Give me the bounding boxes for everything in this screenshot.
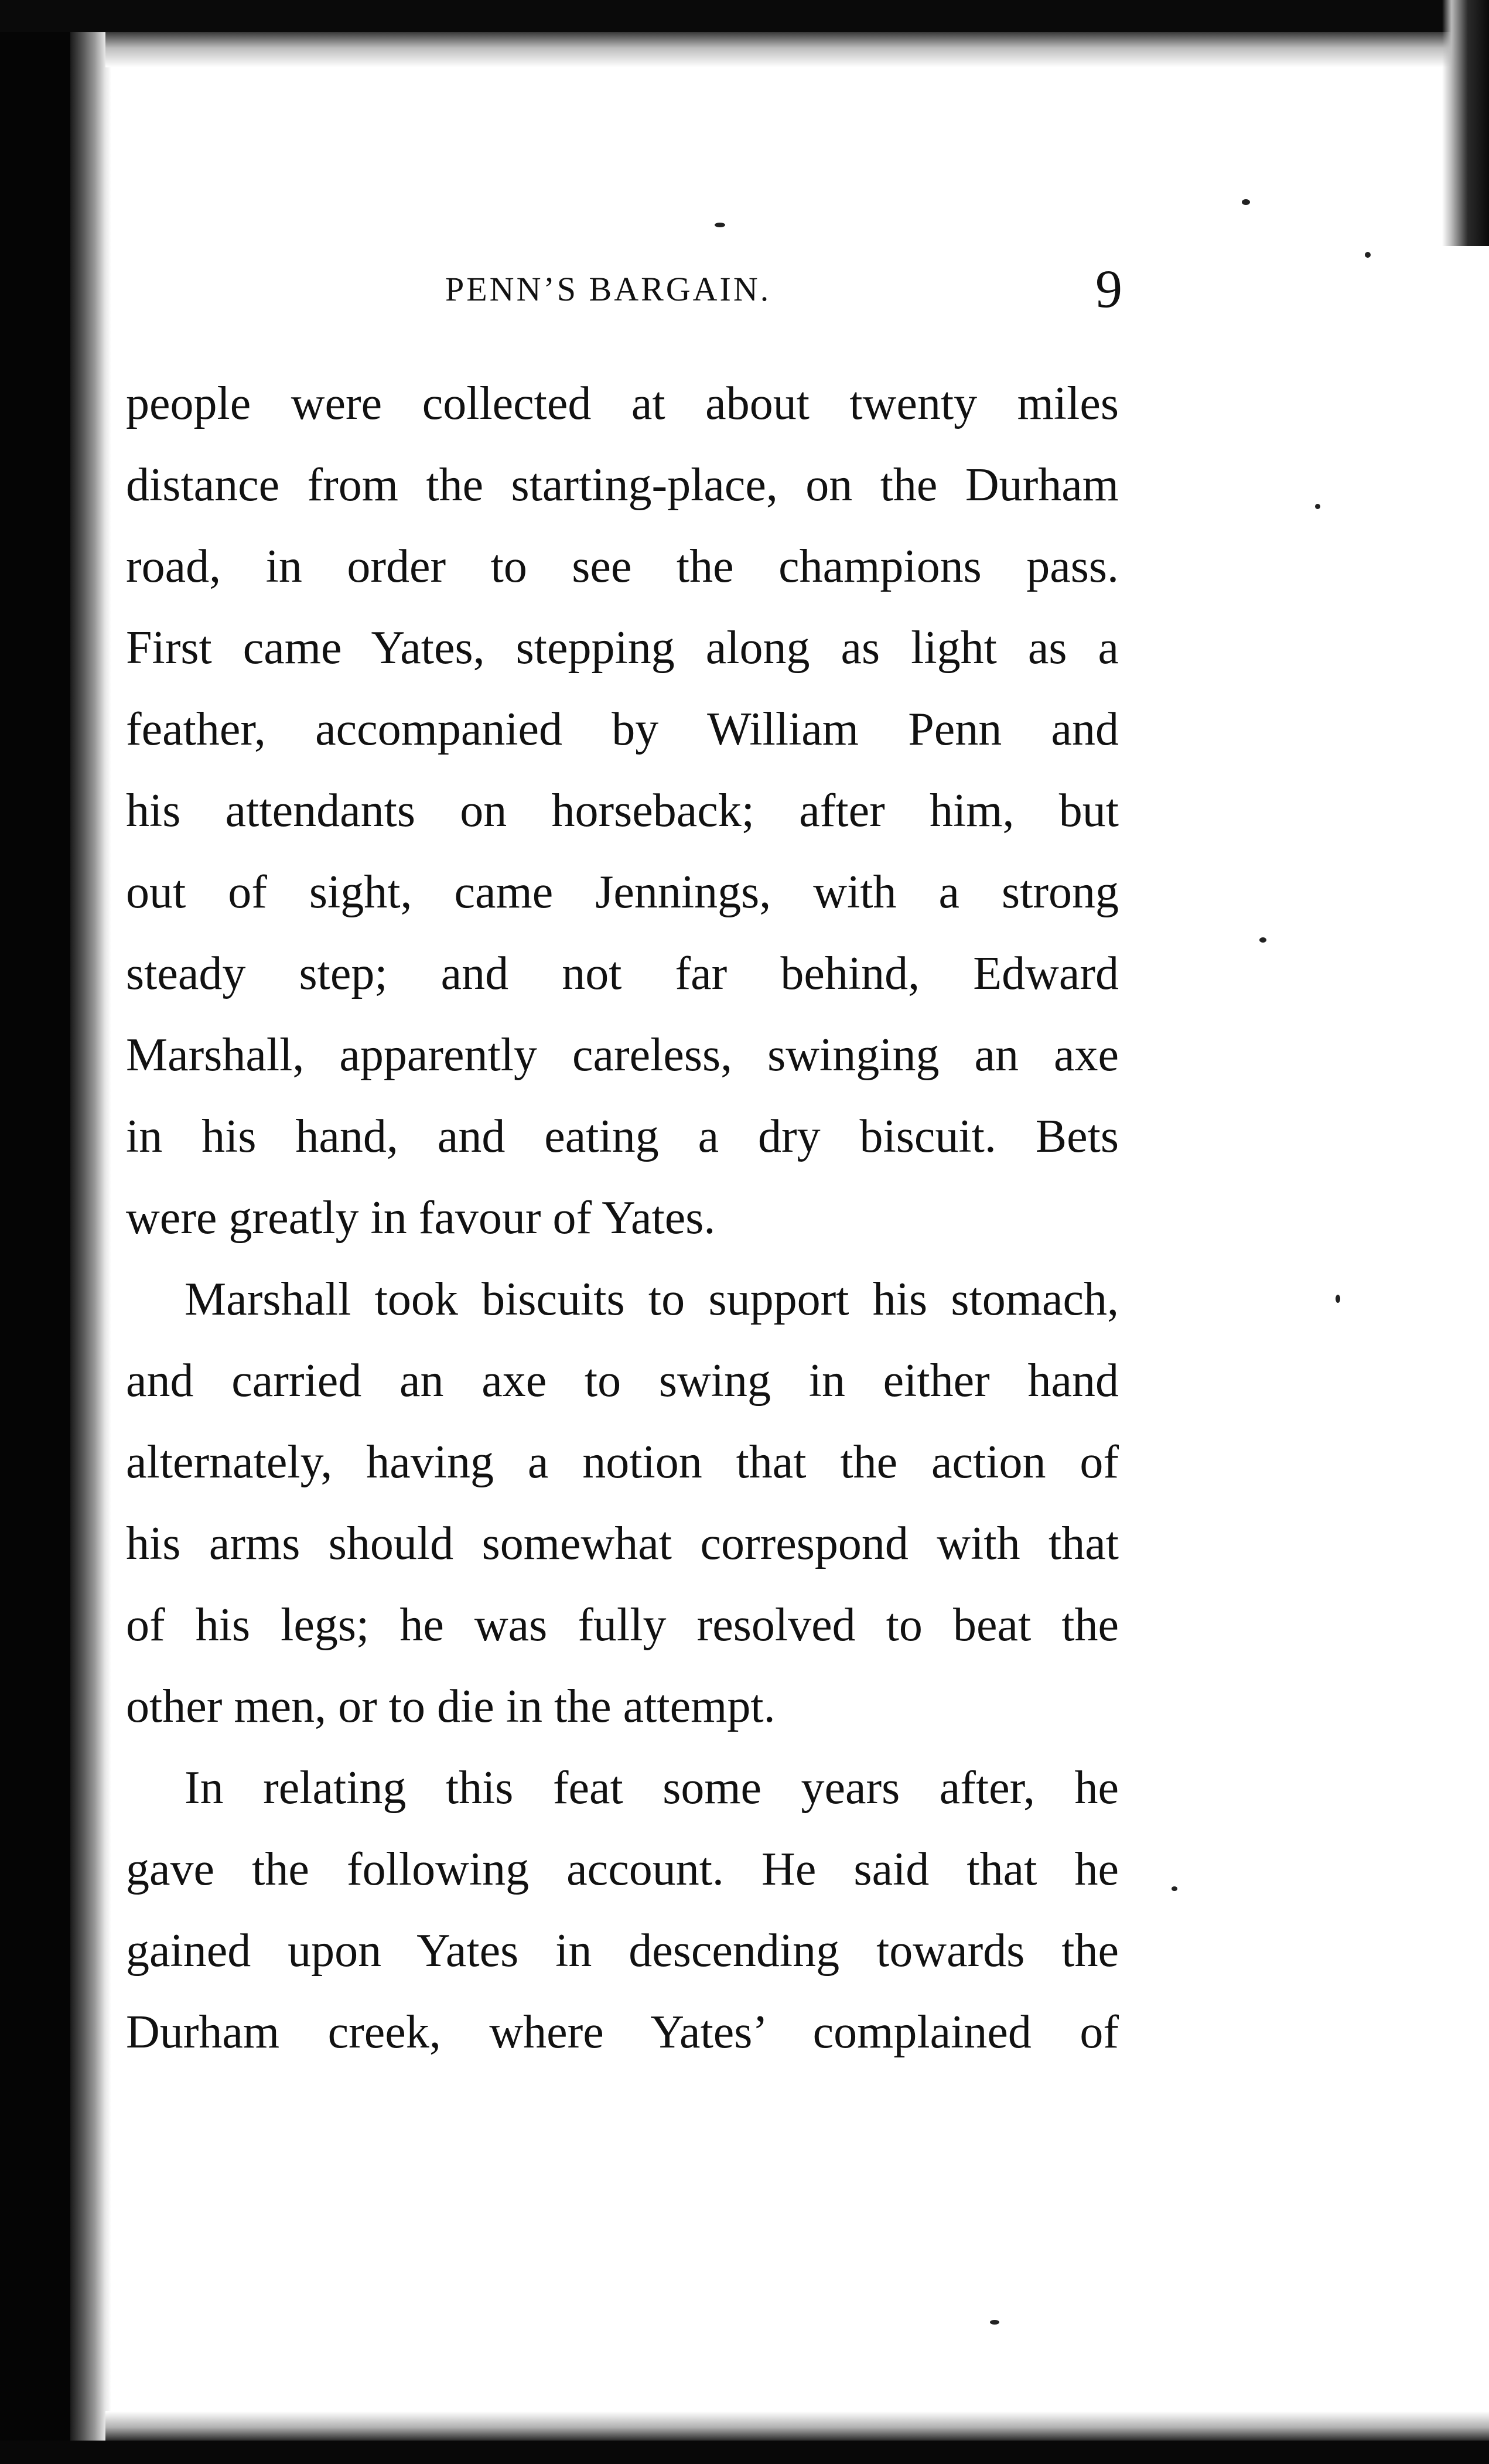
scan-speck bbox=[715, 223, 725, 227]
text-line: road, in order to see the champions pass. bbox=[126, 541, 1119, 592]
running-header bbox=[135, 258, 1166, 328]
text-line: people were collected at about twenty miles bbox=[126, 378, 1119, 429]
running-title: PENN’S BARGAIN. bbox=[445, 270, 771, 308]
page-number: 9 bbox=[1095, 259, 1122, 319]
scan-speck bbox=[1315, 504, 1320, 509]
text-line: in his hand, and eating a dry biscuit. Bets bbox=[126, 1111, 1119, 1162]
text-line: Marshall took biscuits to support his stomach, bbox=[185, 1274, 1119, 1325]
body-text bbox=[126, 363, 1119, 2073]
text-line: feather, accompanied by William Penn and bbox=[126, 704, 1119, 755]
paragraph-1 bbox=[126, 363, 1119, 1259]
text-line: of his legs; he was fully resolved to beat the bbox=[126, 1599, 1119, 1651]
scan-speck bbox=[990, 2320, 999, 2325]
paragraph-3 bbox=[126, 1748, 1119, 2073]
text-line: out of sight, came Jennings, with a strong bbox=[126, 866, 1119, 918]
text-line: Durham creek, where Yates’ complained of bbox=[126, 2006, 1119, 2058]
text-line: In relating this feat some years after, he bbox=[185, 1762, 1119, 1814]
text-line: gave the following account. He said that he bbox=[126, 1844, 1119, 1895]
text-line: his attendants on horseback; after him, but bbox=[126, 785, 1119, 837]
text-line: alternately, having a notion that the action of bbox=[126, 1436, 1119, 1488]
scan-speck bbox=[1172, 1886, 1177, 1891]
text-line: other men, or to die in the attempt. bbox=[126, 1681, 776, 1732]
text-line: steady step; and not far behind, Edward bbox=[126, 948, 1119, 999]
text-line: were greatly in favour of Yates. bbox=[126, 1192, 716, 1244]
scan-speck bbox=[1259, 937, 1266, 943]
text-line: his arms should somewhat correspond with that bbox=[126, 1518, 1119, 1569]
text-line: Marshall, apparently careless, swinging an axe bbox=[126, 1029, 1119, 1081]
scan-speck bbox=[1365, 252, 1371, 258]
text-line: First came Yates, stepping along as light as a bbox=[126, 622, 1119, 674]
scan-speck bbox=[1242, 199, 1250, 205]
paragraph-2 bbox=[126, 1259, 1119, 1748]
scan-speck bbox=[1336, 1295, 1340, 1303]
text-line: distance from the starting-place, on the Durham bbox=[126, 459, 1119, 511]
text-line: gained upon Yates in descending towards the bbox=[126, 1925, 1119, 1977]
text-line: and carried an axe to swing in either hand bbox=[126, 1355, 1119, 1407]
